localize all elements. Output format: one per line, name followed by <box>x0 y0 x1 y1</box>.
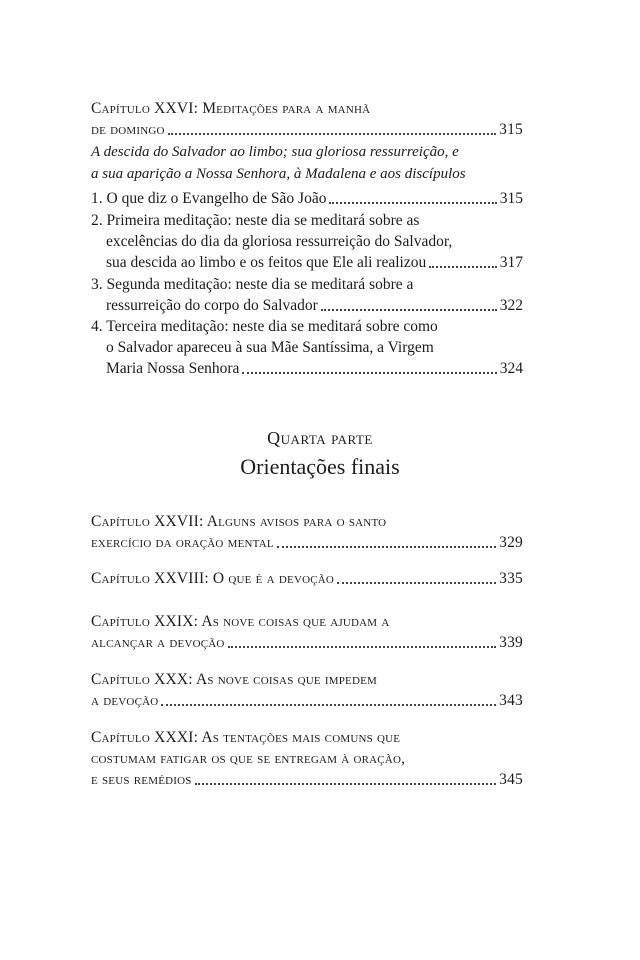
section-subtitle <box>91 141 523 185</box>
page-number: 339 <box>499 634 523 651</box>
page-number: 343 <box>499 692 523 709</box>
entry-title-line: 3. Segunda meditação: neste dia se meditará sobre a <box>91 276 414 293</box>
entry-title-line: sua descida ao limbo e os feitos que Ele ali realizou <box>106 254 427 271</box>
entry-title-line: 4. Terceira meditação: neste dia se meditará sobre como <box>91 318 438 335</box>
page-number: 324 <box>499 360 523 377</box>
page-number: 335 <box>499 570 523 587</box>
part-label: Quarta parte <box>267 428 373 448</box>
entry-title-line: Capítulo XXVIII: O que é a devoção <box>91 570 335 587</box>
dot-leader <box>321 309 497 311</box>
page-number: 315 <box>499 190 523 207</box>
entry-title-line: costumam fatigar os que se entregam à oração, <box>91 750 406 767</box>
entry-title-line: Capítulo XXVII: Alguns avisos para o santo <box>91 513 387 530</box>
dot-leader <box>195 783 497 785</box>
entry-title-line: exercício da oração mental <box>91 534 274 551</box>
dot-leader <box>329 202 496 204</box>
entry-title-line: Capítulo XXVI: Meditações para a manhã <box>91 100 371 117</box>
toc-entry-cap27[interactable] <box>91 511 523 553</box>
page-number: 315 <box>499 121 523 138</box>
toc-entry-cap26[interactable] <box>91 98 523 140</box>
toc-entry-item2[interactable] <box>91 210 523 273</box>
toc-entry-cap30[interactable] <box>91 669 523 711</box>
entry-title-line: ressurreição do corpo do Salvador <box>106 297 318 314</box>
toc-entry-item3[interactable] <box>91 274 523 316</box>
dot-leader <box>228 646 497 648</box>
dot-leader <box>337 582 496 584</box>
entry-title-line: 1. O que diz o Evangelho de São João <box>91 190 327 207</box>
page-number: 329 <box>499 534 523 551</box>
toc-entry-cap29[interactable] <box>91 611 523 653</box>
part-title: Orientações finais <box>240 454 400 479</box>
toc-entry-cap31[interactable] <box>91 727 523 790</box>
dot-leader <box>277 546 496 548</box>
subtitle-line: A descida do Salvador ao limbo; sua gloriosa ressurreição, e <box>91 144 459 160</box>
entry-title-line: a devoção <box>91 692 159 709</box>
entry-title-line: 2. Primeira meditação: neste dia se meditará sobre as <box>91 212 420 229</box>
entry-title-line: o Salvador apareceu à sua Mãe Santíssima, a Virgem <box>106 339 434 356</box>
entry-title-line: excelências do dia da gloriosa ressurreição do Salvador, <box>106 233 453 250</box>
dot-leader <box>429 266 497 268</box>
dot-leader <box>161 704 496 706</box>
page-number: 345 <box>499 771 523 788</box>
toc-entry-item1[interactable] <box>91 188 523 209</box>
entry-title-line: Capítulo XXIX: As nove coisas que ajudam a <box>91 613 390 630</box>
page-number: 317 <box>499 254 523 271</box>
entry-title-line: de domingo <box>91 121 165 138</box>
entry-title-line: e seus remédios <box>91 771 192 788</box>
page-number: 322 <box>499 297 523 314</box>
dot-leader <box>168 133 496 135</box>
entry-title-line: alcançar a devoção <box>91 634 225 651</box>
toc-entry-cap28[interactable] <box>91 568 523 589</box>
subtitle-line: a sua aparição a Nossa Senhora, à Madalena e aos discípulos <box>91 166 466 182</box>
toc-entry-item4[interactable] <box>91 316 523 379</box>
entry-title-line: Capítulo XXX: As nove coisas que impedem <box>91 671 377 688</box>
dot-leader <box>242 372 496 374</box>
entry-title-line: Maria Nossa Senhora <box>106 360 240 377</box>
entry-title-line: Capítulo XXXI: As tentações mais comuns que <box>91 729 401 746</box>
